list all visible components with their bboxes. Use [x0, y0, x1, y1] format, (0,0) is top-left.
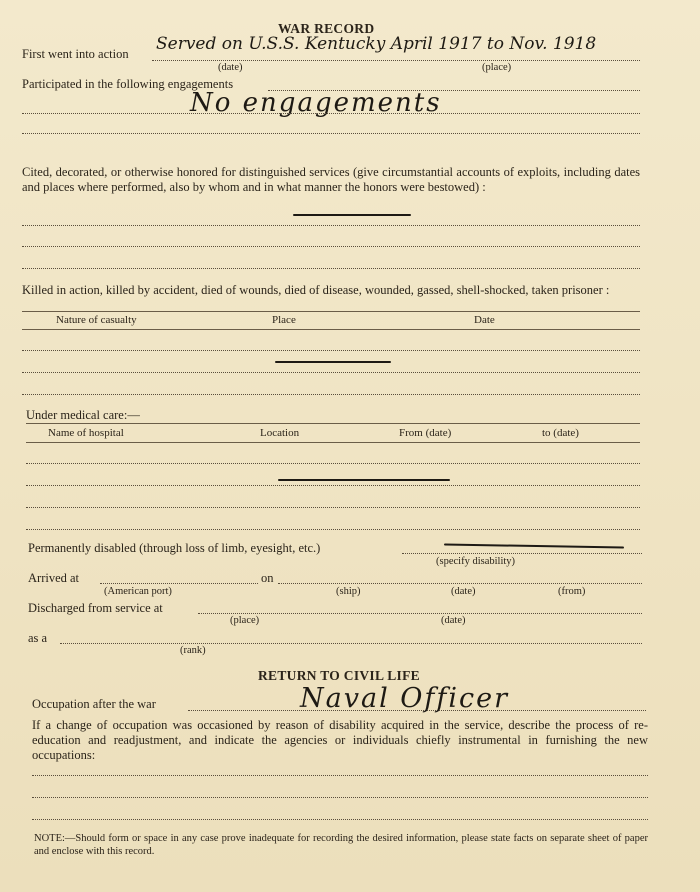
date-caption: (date)	[218, 62, 243, 73]
ship-caption: (ship)	[336, 586, 361, 597]
engagements-line-2	[22, 113, 640, 114]
place-caption: (place)	[482, 62, 512, 73]
civil-life-title: RETURN TO CIVIL LIFE	[258, 668, 420, 683]
american-port-caption: (American port)	[104, 586, 172, 597]
casualty-header-nature: Nature of casualty	[56, 314, 137, 326]
medical-cancel-stroke	[278, 479, 450, 481]
engagements-value[interactable]: No engagements	[190, 88, 442, 118]
engagements-line-3	[22, 133, 640, 134]
killed-text: Killed in action, killed by accident, died of wounds, died of disease, wounded, gassed, shell-shocked, taken prisoner :	[22, 283, 610, 297]
disabled-line	[402, 553, 642, 554]
medical-header-from: From (date)	[399, 427, 452, 439]
cited-line-1	[22, 225, 640, 226]
casualty-line-1	[22, 350, 640, 351]
disabled-cancel-stroke	[444, 543, 624, 548]
discharged-label: Discharged from service at	[28, 601, 163, 615]
casualty-line-3	[22, 394, 640, 395]
from-caption: (from)	[558, 586, 586, 597]
first-action-line	[152, 60, 640, 61]
change-line-2	[32, 797, 648, 798]
medical-header-hospital: Name of hospital	[48, 427, 124, 439]
cited-line-3	[22, 268, 640, 269]
specify-caption: (specify disability)	[436, 556, 516, 567]
casualty-line-2	[22, 372, 640, 373]
casualty-header-date: Date	[474, 314, 495, 326]
casualty-header-rule-bottom	[22, 329, 640, 330]
cited-text: Cited, decorated, or otherwise honored for distinguished services (give circumstantial accounts of exploits, including dates and places where performed, also by whom and in what manner the honors were bestowed) :	[22, 165, 640, 194]
engagements-label: Participated in the following engagements	[22, 77, 234, 91]
medical-label: Under medical care:—	[26, 408, 140, 422]
discharged-line	[198, 613, 642, 614]
arrived-port-line	[100, 583, 258, 584]
medical-header-rule-bottom	[26, 442, 640, 443]
change-text: If a change of occupation was occasioned by reason of disability acquired in the service, describe the process of re-education and readjustment, and indicate the agencies or individuals chiefly instrumental in furnishing the new occupations:	[32, 718, 648, 762]
cited-line-2	[22, 246, 640, 247]
as-a-label: as a	[28, 631, 48, 645]
arrived-label: Arrived at	[28, 571, 80, 585]
first-action-label: First went into action	[22, 47, 129, 61]
medical-line-1	[26, 463, 640, 464]
rank-caption: (rank)	[180, 645, 206, 656]
rank-line	[60, 643, 642, 644]
medical-line-2	[26, 485, 640, 486]
change-line-1	[32, 775, 648, 776]
first-action-value[interactable]: Served on U.S.S. Kentucky April 1917 to Nov. 1918	[156, 34, 597, 54]
disabled-label: Permanently disabled (through loss of limb, eyesight, etc.)	[28, 541, 321, 555]
casualty-header-rule-top	[22, 311, 640, 312]
note-text: NOTE:—Should form or space in any case prove inadequate for recording the desired information, please state facts on separate sheet of paper and enclose with this record.	[34, 833, 648, 857]
on-label: on	[261, 571, 274, 585]
casualty-header-place: Place	[272, 314, 296, 326]
casualty-cancel-stroke	[275, 361, 391, 363]
form-title: WAR RECORD	[278, 21, 375, 36]
change-line-3	[32, 819, 648, 820]
medical-header-rule-top	[26, 423, 640, 424]
medical-line-4	[26, 529, 640, 530]
medical-line-3	[26, 507, 640, 508]
arrived-ship-line	[278, 583, 642, 584]
discharged-place-caption: (place)	[230, 615, 260, 626]
discharged-date-caption: (date)	[441, 615, 466, 626]
medical-header-to: to (date)	[542, 427, 579, 439]
arrived-date-caption: (date)	[451, 586, 476, 597]
medical-header-location: Location	[260, 427, 300, 439]
occupation-label: Occupation after the war	[32, 697, 156, 711]
cited-cancel-stroke	[293, 214, 411, 216]
occupation-value[interactable]: Naval Officer	[300, 683, 510, 714]
